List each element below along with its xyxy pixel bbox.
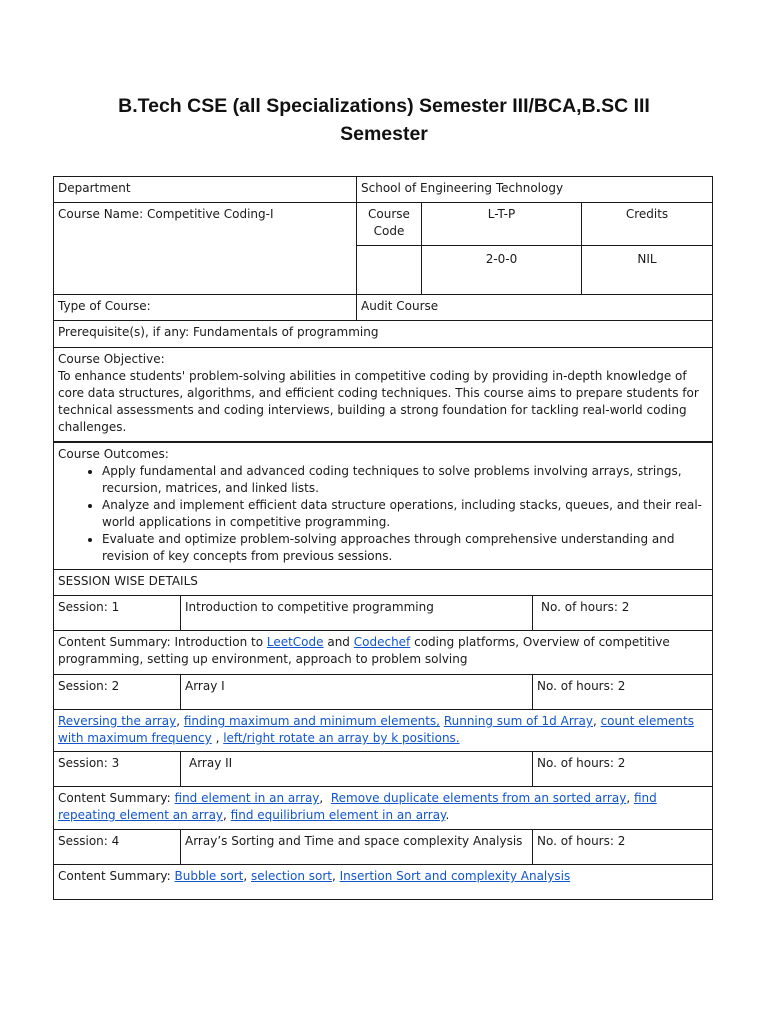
outcome-item: • Apply fundamental and advanced coding techniques to solve problems involving arrays, strings, recursion, matrices, and linked lists.: [102, 463, 708, 497]
session-label: Session: 3: [58, 756, 120, 770]
course-outcomes: [53, 441, 713, 570]
ltp-label: L-T-P: [421, 203, 581, 245]
session-hours: No. of hours: 2: [532, 830, 712, 864]
rotate-array-link[interactable]: left/right rotate an array by k positions.: [223, 731, 460, 745]
find-repeating-link[interactable]: find repeating element an array: [58, 791, 657, 822]
session-1-row: [53, 595, 713, 631]
summary-prefix: Content Summary: Introduction to: [58, 635, 267, 649]
session-label: Session: 4: [58, 834, 120, 848]
course-code-value: [356, 246, 421, 294]
codechef-link[interactable]: Codechef: [353, 635, 411, 649]
credits-label: Credits: [581, 203, 712, 245]
session-3-row: [53, 751, 713, 787]
session-4-row: [53, 829, 713, 865]
outcomes-heading: Course Outcomes:: [58, 447, 169, 461]
outcome-item: • Evaluate and optimize problem-solving approaches through comprehensive understanding and revision of key concepts from previous sessions.: [102, 531, 708, 565]
course-objective: [53, 347, 713, 442]
summary-connector: and: [323, 635, 354, 649]
session-topic: Array’s Sorting and Time and space complexity Analysis: [180, 830, 532, 864]
document-title: [60, 92, 708, 148]
session-4-summary: Content Summary: Bubble sort, selection sort, Insertion Sort and complexity Analysis: [53, 864, 713, 900]
course-code-label-line2: Code: [373, 224, 405, 238]
session-hours: No. of hours: 2: [532, 752, 712, 786]
objective-text: To enhance students' problem-solving abilities in competitive coding by providing in-depth knowledge of core data structures, algorithms, and efficient coding techniques. This course aims to prepare students for technical assessments and coding interviews, building a strong foundation for tackling real-world coding challenges.: [58, 369, 699, 434]
session-label: Session: 2: [58, 679, 120, 693]
prerequisite-row: Prerequisite(s), if any: Fundamentals of programming: [53, 320, 713, 348]
course-code-label: [356, 203, 421, 245]
title-line-2: Semester: [340, 123, 428, 145]
department-label: Department: [58, 181, 131, 195]
session-wise-header: SESSION WISE DETAILS: [53, 569, 713, 596]
summary-rest: coding platforms, Overview of competitive programming, setting up environment, approach to problem solving: [58, 635, 670, 666]
max-frequency-link[interactable]: count elements with maximum frequency: [58, 714, 694, 745]
session-topic: Introduction to competitive programming: [180, 596, 532, 630]
title-line-1: B.Tech CSE (all Specializations) Semester III/BCA,B.SC III: [118, 95, 650, 117]
department-value: School of Engineering Technology: [356, 177, 712, 202]
course-name: Course Name: Competitive Coding-I: [58, 207, 274, 221]
bubble-sort-link[interactable]: Bubble sort: [174, 869, 244, 883]
course-type-label: Type of Course:: [58, 299, 151, 313]
summary-prefix: Content Summary:: [58, 869, 175, 883]
session-2-row: [53, 674, 713, 710]
session-topic: Array II: [180, 752, 532, 786]
max-min-elements-link[interactable]: finding maximum and minimum elements,: [183, 714, 440, 728]
objective-heading: Course Objective:: [58, 352, 165, 366]
course-code-label-line1: Course: [368, 207, 410, 221]
leetcode-link[interactable]: LeetCode: [266, 635, 324, 649]
course-block: [53, 202, 713, 295]
reversing-array-link[interactable]: Reversing the array: [58, 714, 177, 728]
session-label: Session: 1: [58, 600, 120, 614]
session-3-summary: Content Summary: find element in an array, Remove duplicate elements from an sorted array, find repeating element an array, find equilibrium element in an array.: [53, 786, 713, 830]
course-type-row: [53, 294, 713, 321]
outcomes-list: [58, 463, 708, 565]
insertion-sort-link[interactable]: Insertion Sort and complexity Analysis: [339, 869, 571, 883]
outcome-item: • Analyze and implement efficient data structure operations, including stacks, queues, and their real-world applications in competitive programming.: [102, 497, 708, 531]
department-row: [53, 176, 713, 203]
session-hours: No. of hours: 2: [532, 675, 712, 709]
session-hours: No. of hours: 2: [532, 596, 712, 630]
session-topic: Array I: [180, 675, 532, 709]
summary-prefix: Content Summary:: [58, 791, 175, 805]
equilibrium-element-link[interactable]: find equilibrium element in an array: [230, 808, 446, 822]
ltp-value: 2-0-0: [421, 246, 581, 294]
running-sum-link[interactable]: Running sum of 1d Array: [443, 714, 593, 728]
find-element-link[interactable]: find element in an array: [174, 791, 320, 805]
session-2-summary: Reversing the array, finding maximum and minimum elements, Running sum of 1d Array, count elements with maximum frequency , left/right rotate an array by k positions.: [53, 709, 713, 752]
selection-sort-link[interactable]: selection sort: [251, 869, 332, 883]
session-1-summary: [53, 630, 713, 675]
credits-value: NIL: [581, 246, 712, 294]
remove-duplicates-link[interactable]: Remove duplicate elements from an sorted array: [330, 791, 627, 805]
course-type-value: Audit Course: [356, 295, 712, 320]
